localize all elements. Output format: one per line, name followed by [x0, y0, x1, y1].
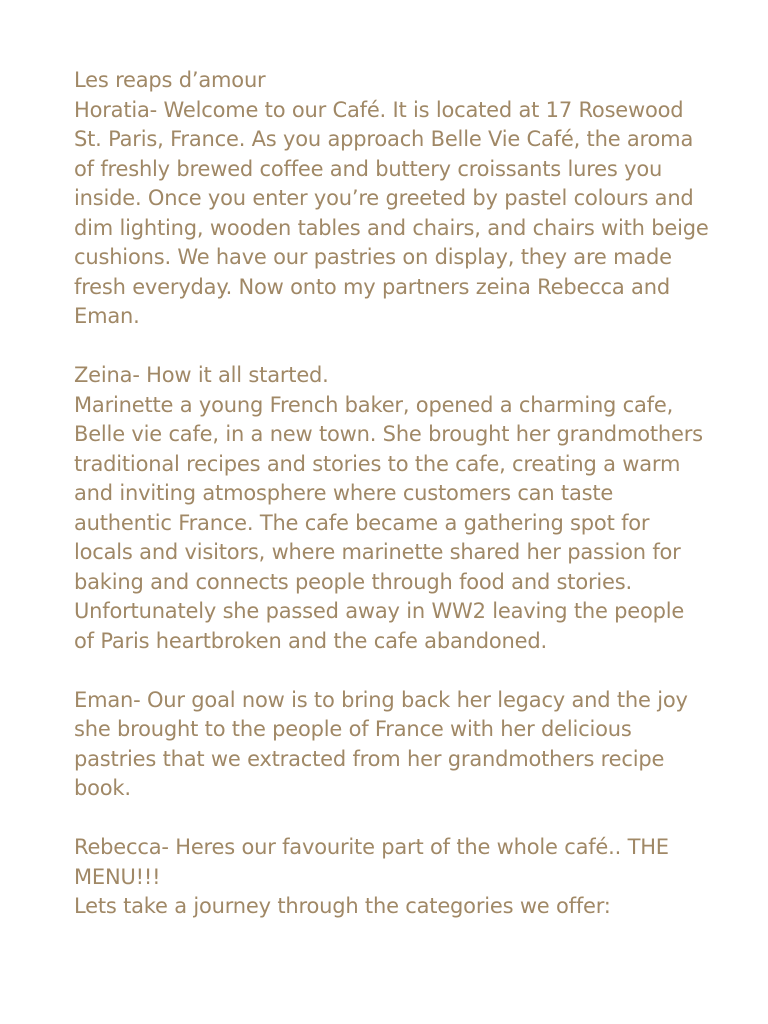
text-line: Eman.	[74, 304, 140, 328]
text-line: Marinette a young French baker, opened a charming cafe,	[74, 392, 674, 417]
text-line: MENU!!!	[74, 864, 161, 889]
text-line: Unfortunately she passed away in WW2 leaving the people	[74, 599, 685, 623]
text-line: Lets take a journey through the categories we offer:	[74, 894, 611, 918]
paragraph-eman	[74, 686, 728, 804]
text-line: cushions. We have our pastries on display, they are made	[74, 245, 672, 269]
text-line: of Paris heartbroken and the cafe abandoned.	[74, 628, 547, 653]
text-line: Horatia- Welcome to our Café. It is located at 17 Rosewood	[74, 97, 684, 122]
text-line: book.	[74, 776, 131, 800]
text-line: Eman- Our goal now is to bring back her legacy and the joy	[74, 687, 688, 712]
text-line: pastries that we extracted from her grandmothers recipe	[74, 746, 665, 771]
text-line: locals and visitors, where marinette shared her passion for	[74, 540, 681, 564]
text-line: dim lighting, wooden tables and chairs, and chairs with beige	[74, 215, 709, 240]
text-line: and inviting atmosphere where customers can taste	[74, 481, 614, 505]
section-heading: Zeina- How it all started.	[74, 363, 329, 387]
text-line: of freshly brewed coffee and buttery croissants lures you	[74, 156, 663, 181]
text-line: fresh everyday. Now onto my partners zeina Rebecca and	[74, 274, 670, 299]
text-line: she brought to the people of France with her delicious	[74, 717, 632, 741]
document-title: Les reaps d’amour	[74, 68, 266, 92]
text-line: baking and connects people through food and stories.	[74, 569, 632, 594]
text-line: traditional recipes and stories to the cafe, creating a warm	[74, 451, 681, 476]
text-line: Rebecca- Heres our favourite part of the whole café.. THE	[74, 835, 669, 859]
text-line: St. Paris, France. As you approach Belle Vie Café, the aroma	[74, 127, 694, 151]
paragraph-horatia	[74, 66, 728, 332]
paragraph-zeina	[74, 361, 728, 656]
text-line: Belle vie cafe, in a new town. She brought her grandmothers	[74, 422, 703, 446]
text-line: inside. Once you enter you’re greeted by pastel colours and	[74, 186, 694, 210]
paragraph-rebecca	[74, 833, 728, 922]
text-line: authentic France. The cafe became a gathering spot for	[74, 510, 650, 535]
